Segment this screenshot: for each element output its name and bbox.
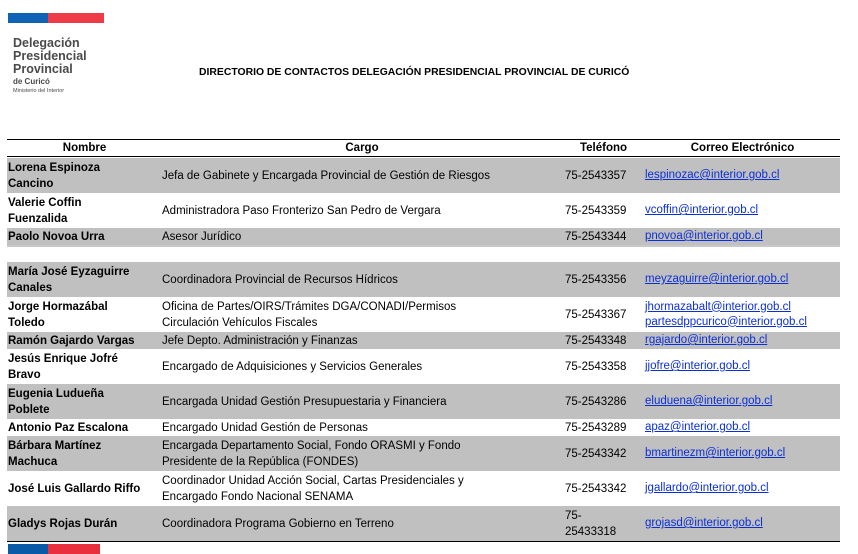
cell-text (565, 394, 626, 410)
text-line: Encargado Unidad Gestión de Personas (162, 421, 368, 434)
cell-text (162, 203, 441, 219)
text-line: 75-2543358 (565, 360, 627, 373)
text-line: 75-2543286 (565, 395, 627, 408)
cell-cargo (162, 193, 562, 228)
cell-nombre (8, 384, 159, 419)
cell-text (8, 333, 135, 349)
logo-line: de Curicó (13, 77, 50, 86)
cell-cargo (162, 506, 562, 541)
logo-line: Provincial (13, 62, 73, 76)
cell-telefono (565, 332, 643, 349)
text-line: Gladys Rojas Durán (8, 517, 118, 530)
text-line: 75-2543289 (565, 421, 627, 434)
column-header-correo: Correo Electrónico (690, 142, 795, 154)
logo (13, 37, 87, 96)
email-link[interactable]: pnovoa@interior.gob.cl (645, 230, 763, 242)
cell-nombre (8, 262, 159, 297)
cell-cargo (162, 419, 562, 436)
table-row (7, 262, 840, 297)
cell-telefono (565, 471, 643, 506)
text-line: Ramón Gajardo Vargas (8, 334, 135, 347)
email-link[interactable]: bmartinezm@interior.gob.cl (645, 447, 786, 459)
cell-cargo (162, 228, 562, 245)
text-line: Cancino (8, 177, 54, 190)
stripe-red (48, 544, 100, 554)
cell-telefono (565, 262, 643, 297)
text-line: Fuenzalida (8, 212, 68, 225)
cell-text (8, 264, 129, 296)
stripe-red (48, 13, 104, 23)
text-line: 75-2543357 (565, 169, 627, 182)
text-line: Jorge Hormazábal (8, 300, 108, 313)
table-row (7, 506, 840, 541)
cell-correo (645, 384, 840, 419)
cell-correo (645, 158, 840, 193)
cell-nombre (8, 419, 159, 436)
text-line: Circulación Vehículos Fiscales (162, 316, 318, 329)
table-row (7, 349, 840, 384)
text-line: Oficina de Partes/OIRS/Trámites DGA/CONADI/Permisos (162, 300, 457, 313)
cell-text (162, 168, 490, 184)
cell-correo (645, 332, 840, 349)
cell-text (162, 229, 241, 245)
text-line: Valerie Coffin (8, 196, 82, 209)
cell-text (162, 420, 368, 436)
cell-correo (645, 471, 840, 506)
document-title: DIRECTORIO DE CONTACTOS DELEGACIÓN PRESIDENCIAL PROVINCIAL DE CURICÓ (199, 67, 630, 78)
cell-text (8, 299, 108, 331)
text-line: 75-2543356 (565, 273, 627, 286)
cell-text (8, 160, 100, 192)
text-line: Encargado de Adquisiciones y Servicios Generales (162, 360, 423, 373)
cell-telefono (565, 228, 643, 245)
text-line: Asesor Jurídico (162, 230, 242, 243)
text-line: 75-2543348 (565, 334, 627, 347)
cell-cargo (162, 297, 562, 332)
text-line: Presidente de la República (FONDES) (162, 455, 359, 468)
cell-text (162, 333, 358, 349)
text-line: 75-2543342 (565, 482, 627, 495)
cell-text (565, 446, 626, 462)
text-line: Jesús Enrique Jofré (8, 352, 118, 365)
stripe-blue (8, 544, 48, 554)
cell-correo (645, 436, 840, 471)
cell-correo (645, 506, 840, 541)
email-link[interactable]: jgallardo@interior.gob.cl (645, 482, 769, 494)
text-line: 75-2543367 (565, 308, 627, 321)
table-bottom-border (7, 541, 840, 542)
cell-text (8, 438, 101, 470)
table-row (7, 228, 840, 245)
cell-text (162, 272, 398, 288)
cell-correo (645, 349, 840, 384)
text-line: Bárbara Martínez (8, 439, 102, 452)
table-row (7, 471, 840, 506)
cell-cargo (162, 471, 562, 506)
cell-text (162, 394, 446, 410)
cell-correo (645, 297, 840, 332)
text-line: 25433318 (565, 525, 617, 538)
text-line: Lorena Espinoza (8, 161, 101, 174)
table-row (7, 297, 840, 332)
text-line: María José Eyzaguirre (8, 265, 130, 278)
text-line: Coordinadora Provincial de Recursos Hídricos (162, 273, 398, 286)
text-line: Eugenia Ludueña (8, 387, 104, 400)
text-line: Administradora Paso Fronterizo San Pedro de Vergara (162, 204, 441, 217)
email-link[interactable]: partesdppcurico@interior.gob.cl (645, 315, 807, 328)
table-row (7, 419, 840, 436)
cell-text (565, 168, 626, 184)
cell-cargo (162, 384, 562, 419)
column-header-telefono: Teléfono (579, 142, 628, 154)
cell-text (162, 438, 461, 470)
text-line: Bravo (8, 368, 41, 381)
cell-text (8, 420, 128, 436)
row-gap-divider (7, 245, 840, 247)
text-line: Jefe Depto. Administración y Finanzas (162, 334, 358, 347)
column-header-nombre: Nombre (62, 142, 107, 154)
cell-cargo (162, 349, 562, 384)
cell-nombre (8, 349, 159, 384)
table-header (7, 139, 840, 157)
text-line: Canales (8, 281, 53, 294)
cell-correo (645, 262, 840, 297)
table-row (7, 193, 840, 228)
text-line: Paolo Novoa Urra (8, 230, 105, 243)
cell-nombre (8, 158, 159, 193)
flag-stripe-bottom (8, 544, 100, 554)
cell-text (162, 299, 456, 331)
table-row (7, 436, 840, 471)
cell-text (565, 307, 626, 323)
cell-text (565, 272, 626, 288)
cell-telefono (565, 193, 643, 228)
cell-nombre (8, 332, 159, 349)
cell-text (565, 481, 626, 497)
cell-text (8, 481, 140, 497)
cell-text (8, 351, 118, 383)
cell-cargo (162, 262, 562, 297)
cell-cargo (162, 332, 562, 349)
cell-nombre (8, 471, 159, 506)
email-link[interactable]: rgajardo@interior.gob.cl (645, 334, 768, 346)
cell-correo (645, 419, 840, 436)
cell-telefono (565, 384, 643, 419)
text-line: 75- (565, 509, 582, 522)
cell-text (162, 516, 394, 532)
text-line: Encargada Unidad Gestión Presupuestaria y Financiera (162, 395, 447, 408)
cell-text (565, 420, 626, 436)
text-line: 75-2543344 (565, 230, 627, 243)
text-line: Encargado Fondo Nacional SENAMA (162, 490, 354, 503)
email-link[interactable]: jjofre@interior.gob.cl (645, 360, 750, 372)
text-line: José Luis Gallardo Riffo (8, 482, 141, 495)
cell-telefono (565, 297, 643, 332)
email-link[interactable]: lespinozac@interior.gob.cl (645, 169, 780, 181)
cell-telefono (565, 349, 643, 384)
cell-nombre (8, 228, 159, 245)
cell-text (162, 359, 422, 375)
text-line: Machuca (8, 455, 58, 468)
text-line: Poblete (8, 403, 50, 416)
cell-text (565, 203, 626, 219)
text-line: Antonio Paz Escalona (8, 421, 129, 434)
flag-stripe-top (8, 13, 98, 23)
cell-telefono (565, 158, 643, 193)
cell-cargo (162, 436, 562, 471)
cell-telefono (565, 436, 643, 471)
cell-nombre (8, 193, 159, 228)
cell-text (8, 195, 82, 227)
cell-telefono (565, 506, 643, 541)
email-link[interactable]: grojasd@interior.gob.cl (645, 517, 763, 529)
table-row (7, 158, 840, 193)
cell-text (565, 229, 626, 245)
logo-line: Delegación (13, 36, 80, 50)
cell-nombre (8, 297, 159, 332)
cell-nombre (8, 506, 159, 541)
cell-correo (645, 193, 840, 228)
cell-text (8, 386, 104, 418)
text-line: Coordinador Unidad Acción Social, Cartas Presidenciales y (162, 474, 464, 487)
cell-text (565, 359, 626, 375)
text-line: Toledo (8, 316, 45, 329)
cell-text (8, 229, 105, 245)
text-line: 75-2543342 (565, 447, 627, 460)
cell-correo (645, 228, 840, 245)
cell-text (565, 333, 626, 349)
logo-line: Ministerio del Interior (13, 88, 65, 94)
stripe-blue (8, 13, 48, 23)
text-line: 75-2543359 (565, 204, 627, 217)
email-link[interactable]: meyzaguirre@interior.gob.cl (645, 273, 789, 285)
email-link[interactable]: jhormazabalt@interior.gob.cl (645, 300, 791, 313)
table-row (7, 384, 840, 419)
cell-text (162, 473, 464, 505)
cell-text (8, 516, 117, 532)
cell-nombre (8, 436, 159, 471)
cell-cargo (162, 158, 562, 193)
cell-telefono (565, 419, 643, 436)
column-header-cargo: Cargo (345, 142, 379, 154)
email-link[interactable]: apaz@interior.gob.cl (645, 421, 751, 433)
text-line: Coordinadora Programa Gobierno en Terreno (162, 517, 394, 530)
text-line: Encargada Departamento Social, Fondo ORASMI y Fondo (162, 439, 461, 452)
email-link[interactable]: eluduena@interior.gob.cl (645, 395, 773, 407)
email-link[interactable]: vcoffin@interior.gob.cl (645, 204, 759, 216)
cell-text (565, 508, 616, 540)
text-line: Jefa de Gabinete y Encargada Provincial de Gestión de Riesgos (162, 169, 490, 182)
table-row (7, 332, 840, 349)
logo-line: Presidencial (13, 49, 87, 63)
